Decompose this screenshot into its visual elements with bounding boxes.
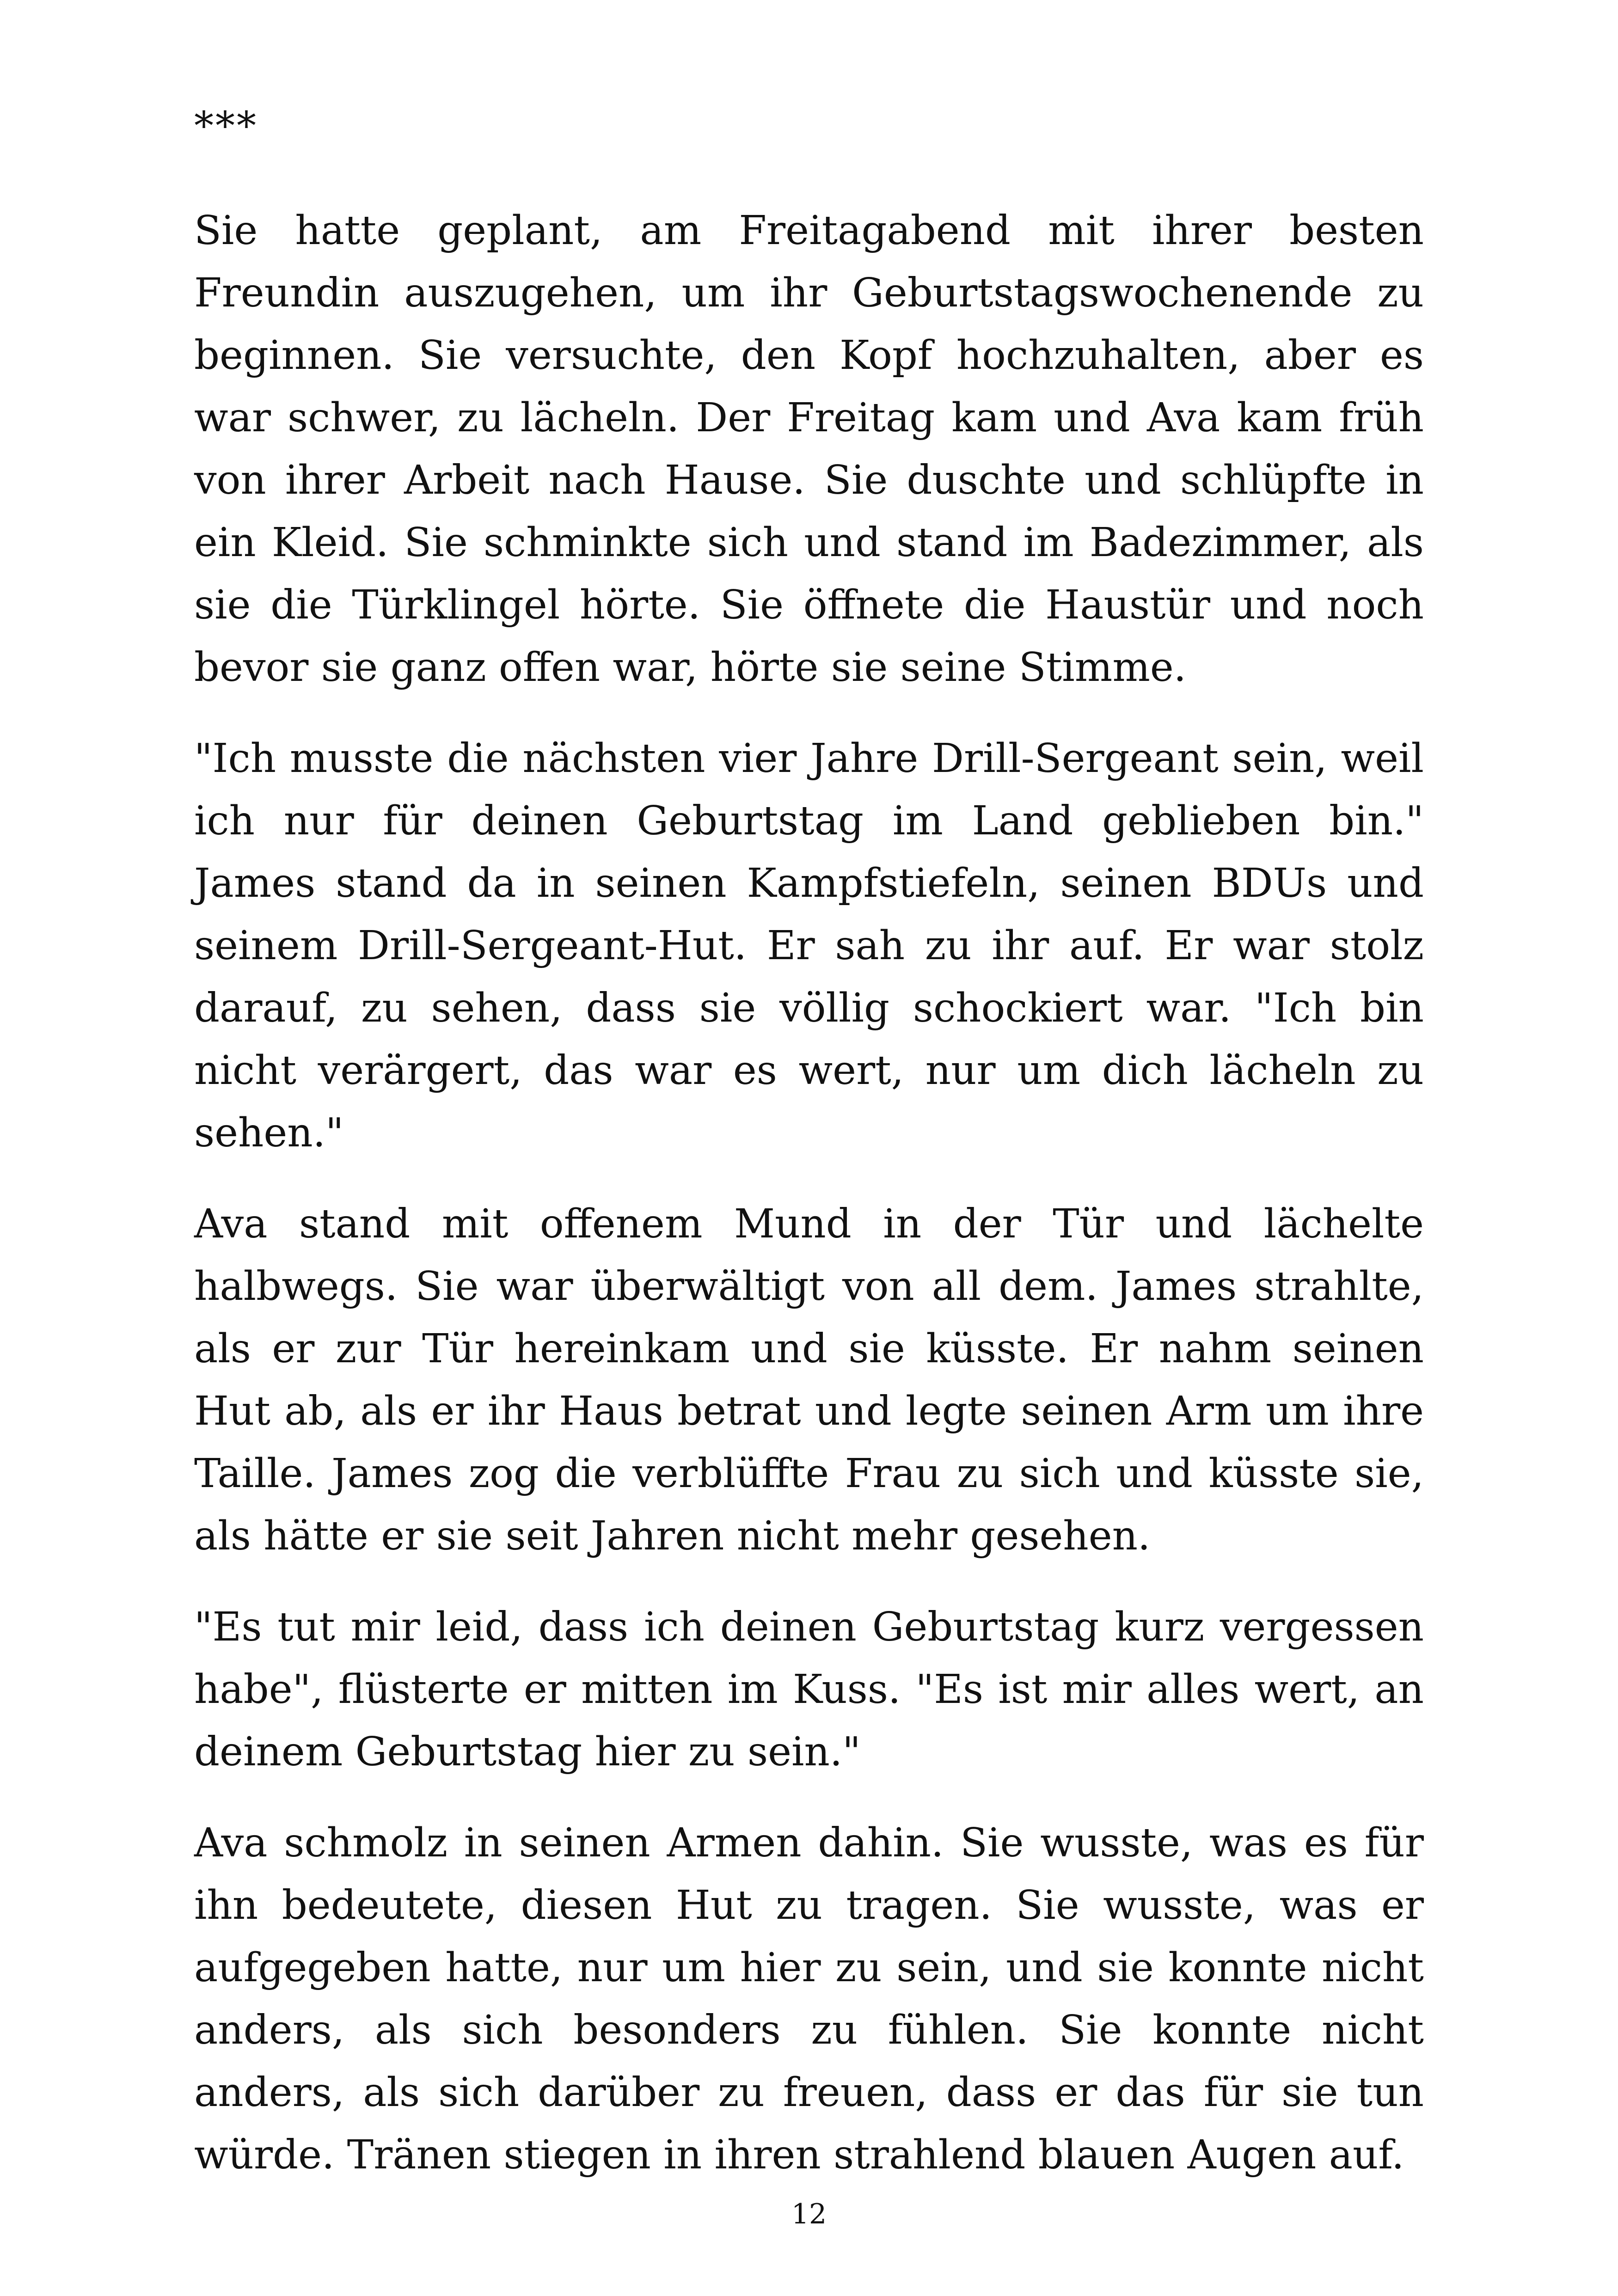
paragraph-4: "Es tut mir leid, dass ich deinen Geburtstag kurz vergessen habe", flüsterte er mitten im Kuss. "Es ist mir alles wert, an deinem Geburtstag hier zu sein.": [194, 1604, 1424, 1775]
paragraph-3: Ava stand mit offenem Mund in der Tür und lächelte halbwegs. Sie war überwältigt von all dem. James strahlte, als er zur Tür hereinkam und sie küsste. Er nahm seinen Hut ab, als er ihr Haus betrat und legte seinen Arm um ihre Taille. James zog die verblüffte Frau zu sich und küsste sie, als hätte er sie seit Jahren nicht mehr gesehen.: [194, 1201, 1424, 1559]
body-text: [194, 103, 1424, 2215]
section-separator: ***: [194, 103, 258, 148]
page-number: 12: [791, 2198, 827, 2230]
paragraph-5: Ava schmolz in seinen Armen dahin. Sie wusste, was es für ihn bedeutete, diesen Hut zu tragen. Sie wusste, was er aufgegeben hatte, nur um hier zu sein, und sie konnte nicht anders, als sich besonders zu fühlen. Sie konnte nicht anders, als sich darüber zu freuen, dass er das für sie tun würde. Tränen stiegen in ihren strahlend blauen Augen auf.: [194, 1820, 1424, 2178]
paragraph-2: "Ich musste die nächsten vier Jahre Drill-Sergeant sein, weil ich nur für deinen Geburtstag im Land geblieben bin." James stand da in seinen Kampfstiefeln, seinen BDUs und seinem Drill-Sergeant-Hut. Er sah zu ihr auf. Er war stolz darauf, zu sehen, dass sie völlig schockiert war. "Ich bin nicht verärgert, das war es wert, nur um dich lächeln zu sehen.": [194, 735, 1424, 1156]
paragraph-1: Sie hatte geplant, am Freitagabend mit ihrer besten Freundin auszugehen, um ihr Geburtstagswochenende zu beginnen. Sie versuchte, den Kopf hochzuhalten, aber es war schwer, zu lächeln. Der Freitag kam und Ava kam früh von ihrer Arbeit nach Hause. Sie duschte und schlüpfte in ein Kleid. Sie schminkte sich und stand im Badezimmer, als sie die Türklingel hörte. Sie öffnete die Haustür und noch bevor sie ganz offen war, hörte sie seine Stimme.: [194, 208, 1424, 691]
